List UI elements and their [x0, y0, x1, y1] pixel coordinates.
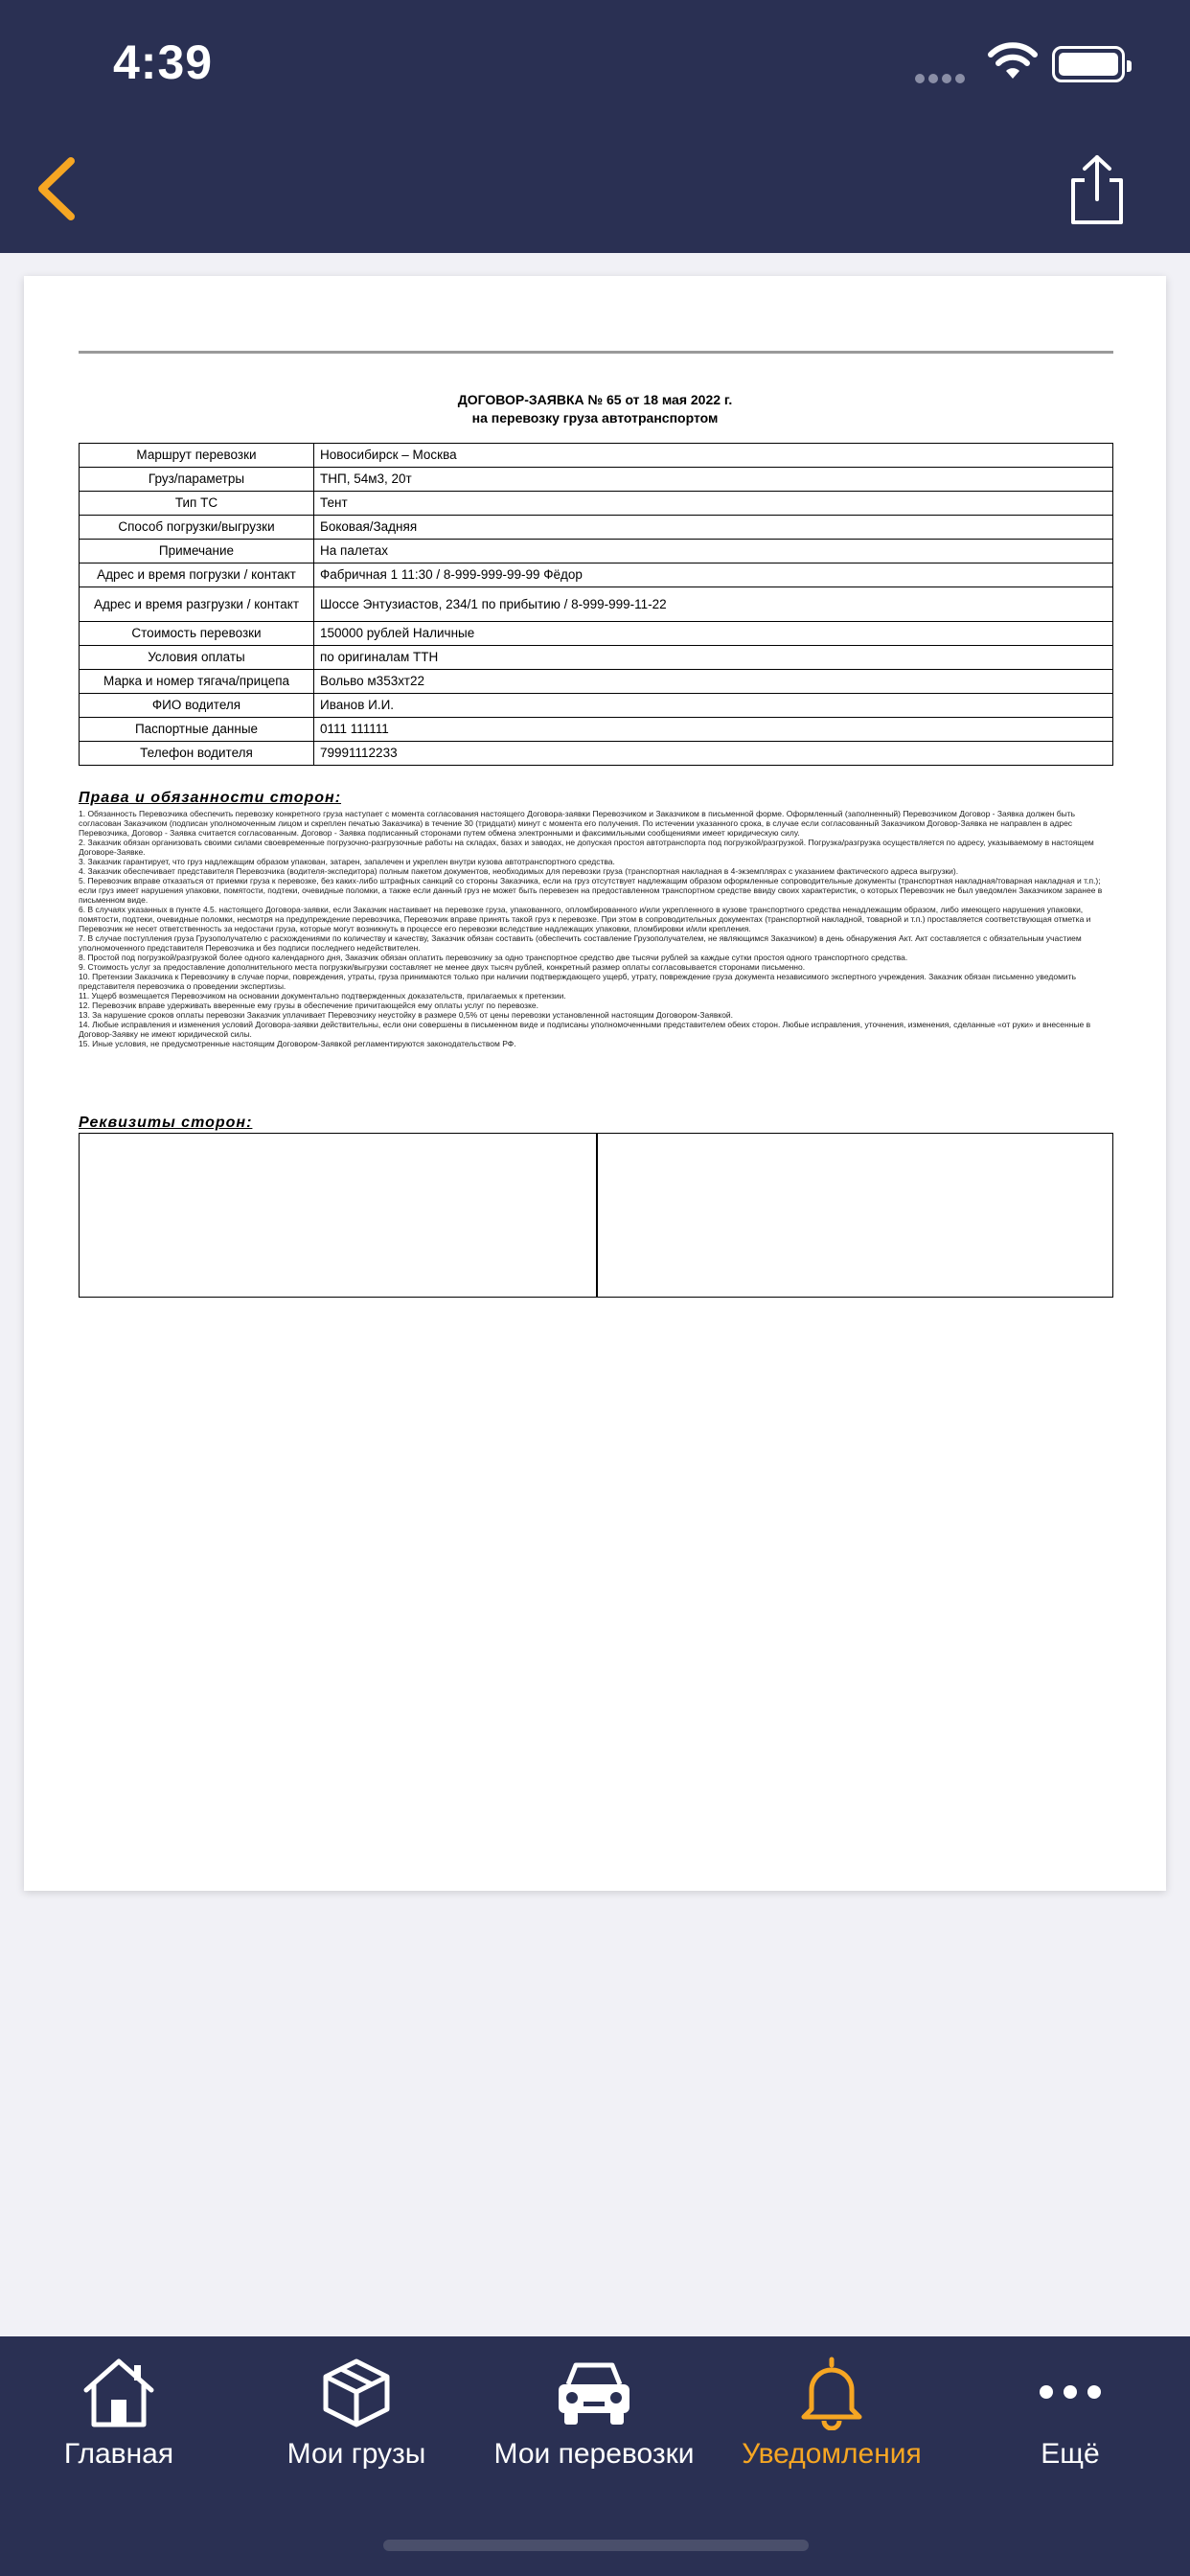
- table-key: Телефон водителя: [80, 742, 314, 766]
- table-key: ФИО водителя: [80, 694, 314, 718]
- rights-list: [79, 809, 1115, 1048]
- wifi-icon: [987, 42, 1039, 80]
- table-value: по оригиналам ТТН: [314, 646, 1113, 670]
- requisites-heading: Реквизиты сторон:: [79, 1115, 253, 1131]
- tab-label: Ещё: [1041, 2438, 1100, 2470]
- list-item: 9. Стоимость услуг за предоставление дополнительного места погрузки/выгрузки составляет не менее двух тысяч рублей, конкретный размер оплаты согласовывается сторонами письменно.: [79, 962, 806, 972]
- list-item: 12. Перевозчик вправе удерживать вверенные ему грузы в обеспечение причитающейся ему оплаты услуг по перевозке.: [79, 1000, 538, 1010]
- table-key: Паспортные данные: [80, 718, 314, 742]
- table-value: Иванов И.И.: [314, 694, 1113, 718]
- table-row: [80, 718, 1113, 742]
- table-key: Маршрут перевозки: [80, 444, 314, 468]
- table-row: [80, 694, 1113, 718]
- list-item: 3. Заказчик гарантирует, что груз надлежащим образом упакован, затарен, запалечен и укреплен внутри кузова автотранспортного средства.: [79, 857, 615, 866]
- status-time: 4:39: [113, 35, 214, 89]
- list-item: 1. Обязанность Перевозчика обеспечить перевозку конкретного груза наступает с момента согласования настоящего Договора-заявки Перевозчиком и Заказчиком в письменной форме. Оформленный (заполненный) Перевозчиком Договор - Заявка должен быть согласован Заказчиком (подписан уполномоченным лицом и скреплен печатью Заказчика) в течение 30 (тридцати) минут с момента его получения. По истечении указанного срока, в случае если согласованный Заказчиком Договор-Заявка не направлен в адрес Перевозчика, Договор - Заявка считается согласованным. Договор - Заявка подписанный сторонами путем обмена электронными и факсимильными сообщениями имеет юридическую силу.: [79, 809, 1076, 838]
- table-key: Условия оплаты: [80, 646, 314, 670]
- document-page[interactable]: [24, 276, 1166, 1891]
- table-row: [80, 492, 1113, 516]
- tab-notifications[interactable]: [713, 2336, 950, 2509]
- list-item: 13. За нарушение сроков оплаты перевозки Заказчик уплачивает Перевозчику неустойку в размере 0,5% от цены перевозки установленной настоящим Договором-Заявкой.: [79, 1010, 734, 1020]
- list-item: 7. В случае поступления груза Грузополучателю с расхождениями по количеству и качеству, Заказчик обязан составить (обеспечить составление Грузополучателем, не являющимся Заказчиком) в день обнаружения Акт. Акт составляется с обязательным участием уполномоченного представителя Перевозчика и без подписи последнего недействителен.: [79, 933, 1082, 953]
- box-icon: [320, 2356, 393, 2428]
- home-icon: [80, 2356, 157, 2428]
- table-row: [80, 444, 1113, 468]
- table-value: Фабричная 1 11:30 / 8-999-999-99-99 Фёдор: [314, 564, 1113, 587]
- back-button[interactable]: [29, 153, 86, 224]
- tab-home[interactable]: [0, 2336, 238, 2509]
- document-title-line2: на перевозку груза автотранспортом: [471, 410, 719, 426]
- document-title-line1: ДОГОВОР-ЗАЯВКА № 65 от 18 мая 2022 г.: [457, 392, 733, 407]
- list-item: 6. В случаях указанных в пункте 4.5. настоящего Договора-заявки, если Заказчик настаивает на перевозке груза, упакованного, опломбированного и/или укрепленного в кузове транспортного средства ненадлежащим образом, либо имеющего нарушения упаковки, помятости, подтеки, очевидные поломки, несмотря на предупреждение перевозчика, Перевозчик вправе принять такой груз к перевозке. При этом в сопроводительных документах (транспортной накладной, товарной и т.п.) проставляется соответствующая отметка и Перевозчик не несет ответственность за недостачи груза, которые могут возникнуть в процессе его перевозки вследствие надлежащих упаковки, пломбировки и/или крепления.: [79, 905, 1091, 933]
- table-value: Вольво м353хт22: [314, 670, 1113, 694]
- table-value: На палетах: [314, 540, 1113, 564]
- tab-my-transports[interactable]: [475, 2336, 713, 2509]
- tab-label: Мои грузы: [286, 2438, 426, 2470]
- document-divider: [79, 351, 1113, 354]
- table-row: [80, 670, 1113, 694]
- navigation-bar: [0, 0, 1190, 253]
- table-value: Новосибирск – Москва: [314, 444, 1113, 468]
- home-indicator: [383, 2540, 809, 2551]
- tab-label: Главная: [63, 2438, 174, 2470]
- tab-label: Уведомления: [742, 2438, 922, 2470]
- list-item: 15. Иные условия, не предусмотренные настоящим Договором-Заявкой регламентируются законодательством РФ.: [79, 1039, 516, 1048]
- list-item: 4. Заказчик обеспечивает представителя Перевозчика (водителя-экспедитора) полным пакетом документов, необходимых для перевозки груза (транспортная накладная в 4-экземплярах с указанием фактического адреса выгрузки).: [79, 866, 959, 876]
- table-row: [80, 742, 1113, 766]
- tab-my-cargo[interactable]: [238, 2336, 475, 2509]
- table-value: ТНП, 54м3, 20т: [314, 468, 1113, 492]
- list-item: 14. Любые исправления и изменения условий Договора-заявки действительны, если они совершены в письменном виде и подписаны уполномоченными представителем обеих сторон. Любые исправления, уточнения, изменения, сделанные «от руки» и внесенные в Договор-Заявку не имеют юридической силы.: [79, 1020, 1091, 1039]
- car-icon: [553, 2356, 635, 2428]
- share-button[interactable]: [1064, 153, 1131, 226]
- requisites-table: [79, 1133, 1113, 1298]
- table-key: Примечание: [80, 540, 314, 564]
- table-value: Тент: [314, 492, 1113, 516]
- table-value: Шоссе Энтузиастов, 234/1 по прибытию / 8-999-999-11-22: [314, 587, 1113, 622]
- table-value: 0111 111111: [314, 718, 1113, 742]
- table-value: 79991112233: [314, 742, 1113, 766]
- table-row: [80, 468, 1113, 492]
- table-row: [80, 516, 1113, 540]
- battery-icon: [1052, 46, 1125, 82]
- more-icon: [1037, 2356, 1104, 2428]
- list-item: 10. Претензии Заказчика к Перевозчику в случае порчи, повреждения, утраты, груза принимаются только при наличии подтверждающего ущерб, утрату, повреждение груза документа независимого экспертного учреждения. Заказчик обязан письменно уведомить представителя перевозчика о проведении экспертизы.: [79, 972, 1076, 991]
- list-item: 11. Ущерб возмещается Перевозчиком на основании документально подтвержденных доказательств, прилагаемых к претензии.: [79, 991, 566, 1000]
- tab-more[interactable]: [950, 2336, 1190, 2509]
- document-title: [24, 391, 1166, 427]
- table-key: Адрес и время разгрузки / контакт: [80, 587, 314, 622]
- requisites-divider: [596, 1134, 598, 1297]
- list-item: 5. Перевозчик вправе отказаться от приемки груза к перевозке, без каких-либо штрафных санкций со стороны Заказчика, если на груз отсутствует надлежащим образом оформленные сопроводительные документы (транспортная накладная/товарная накладная и т.п.); если груз имеет нарушения упаковки, помятости, подтеки, очевидные поломки, а также если данный груз не может быть перевезен на предоставленном транспортном средстве ввиду своих характеристик, о которых Перевозчик не был уведомлен Заказчиком заранее в письменном виде.: [79, 876, 1103, 905]
- table-row: [80, 587, 1113, 622]
- table-row: [80, 622, 1113, 646]
- bell-icon: [798, 2356, 865, 2430]
- contract-table: [79, 443, 1113, 766]
- table-row: [80, 646, 1113, 670]
- rights-heading: Права и обязанности сторон:: [79, 790, 342, 806]
- table-value: 150000 рублей Наличные: [314, 622, 1113, 646]
- table-key: Марка и номер тягача/прицепа: [80, 670, 314, 694]
- table-key: Способ погрузки/выгрузки: [80, 516, 314, 540]
- table-row: [80, 564, 1113, 587]
- table-key: Груз/параметры: [80, 468, 314, 492]
- table-key: Стоимость перевозки: [80, 622, 314, 646]
- list-item: 8. Простой под погрузкой/разгрузкой более одного календарного дня, Заказчик обязан оплатить перевозчику за одно транспортное средство две тысячи рублей за каждые сутки простоя одного транспортного средства.: [79, 953, 908, 962]
- table-value: Боковая/Задняя: [314, 516, 1113, 540]
- list-item: 2. Заказчик обязан организовать своими силами своевременные погрузочно-разгрузочные работы на складах, базах и заводах, не допуская простоя автотранспорта под погрузкой/разгрузкой. Погрузка/разгрузка осуществляется по адресу, указываемому в настоящем Договоре-Заявке.: [79, 838, 1094, 857]
- table-key: Адрес и время погрузки / контакт: [80, 564, 314, 587]
- signal-icon: [915, 71, 969, 88]
- tab-label: Мои перевозки: [493, 2438, 695, 2470]
- table-row: [80, 540, 1113, 564]
- table-key: Тип ТС: [80, 492, 314, 516]
